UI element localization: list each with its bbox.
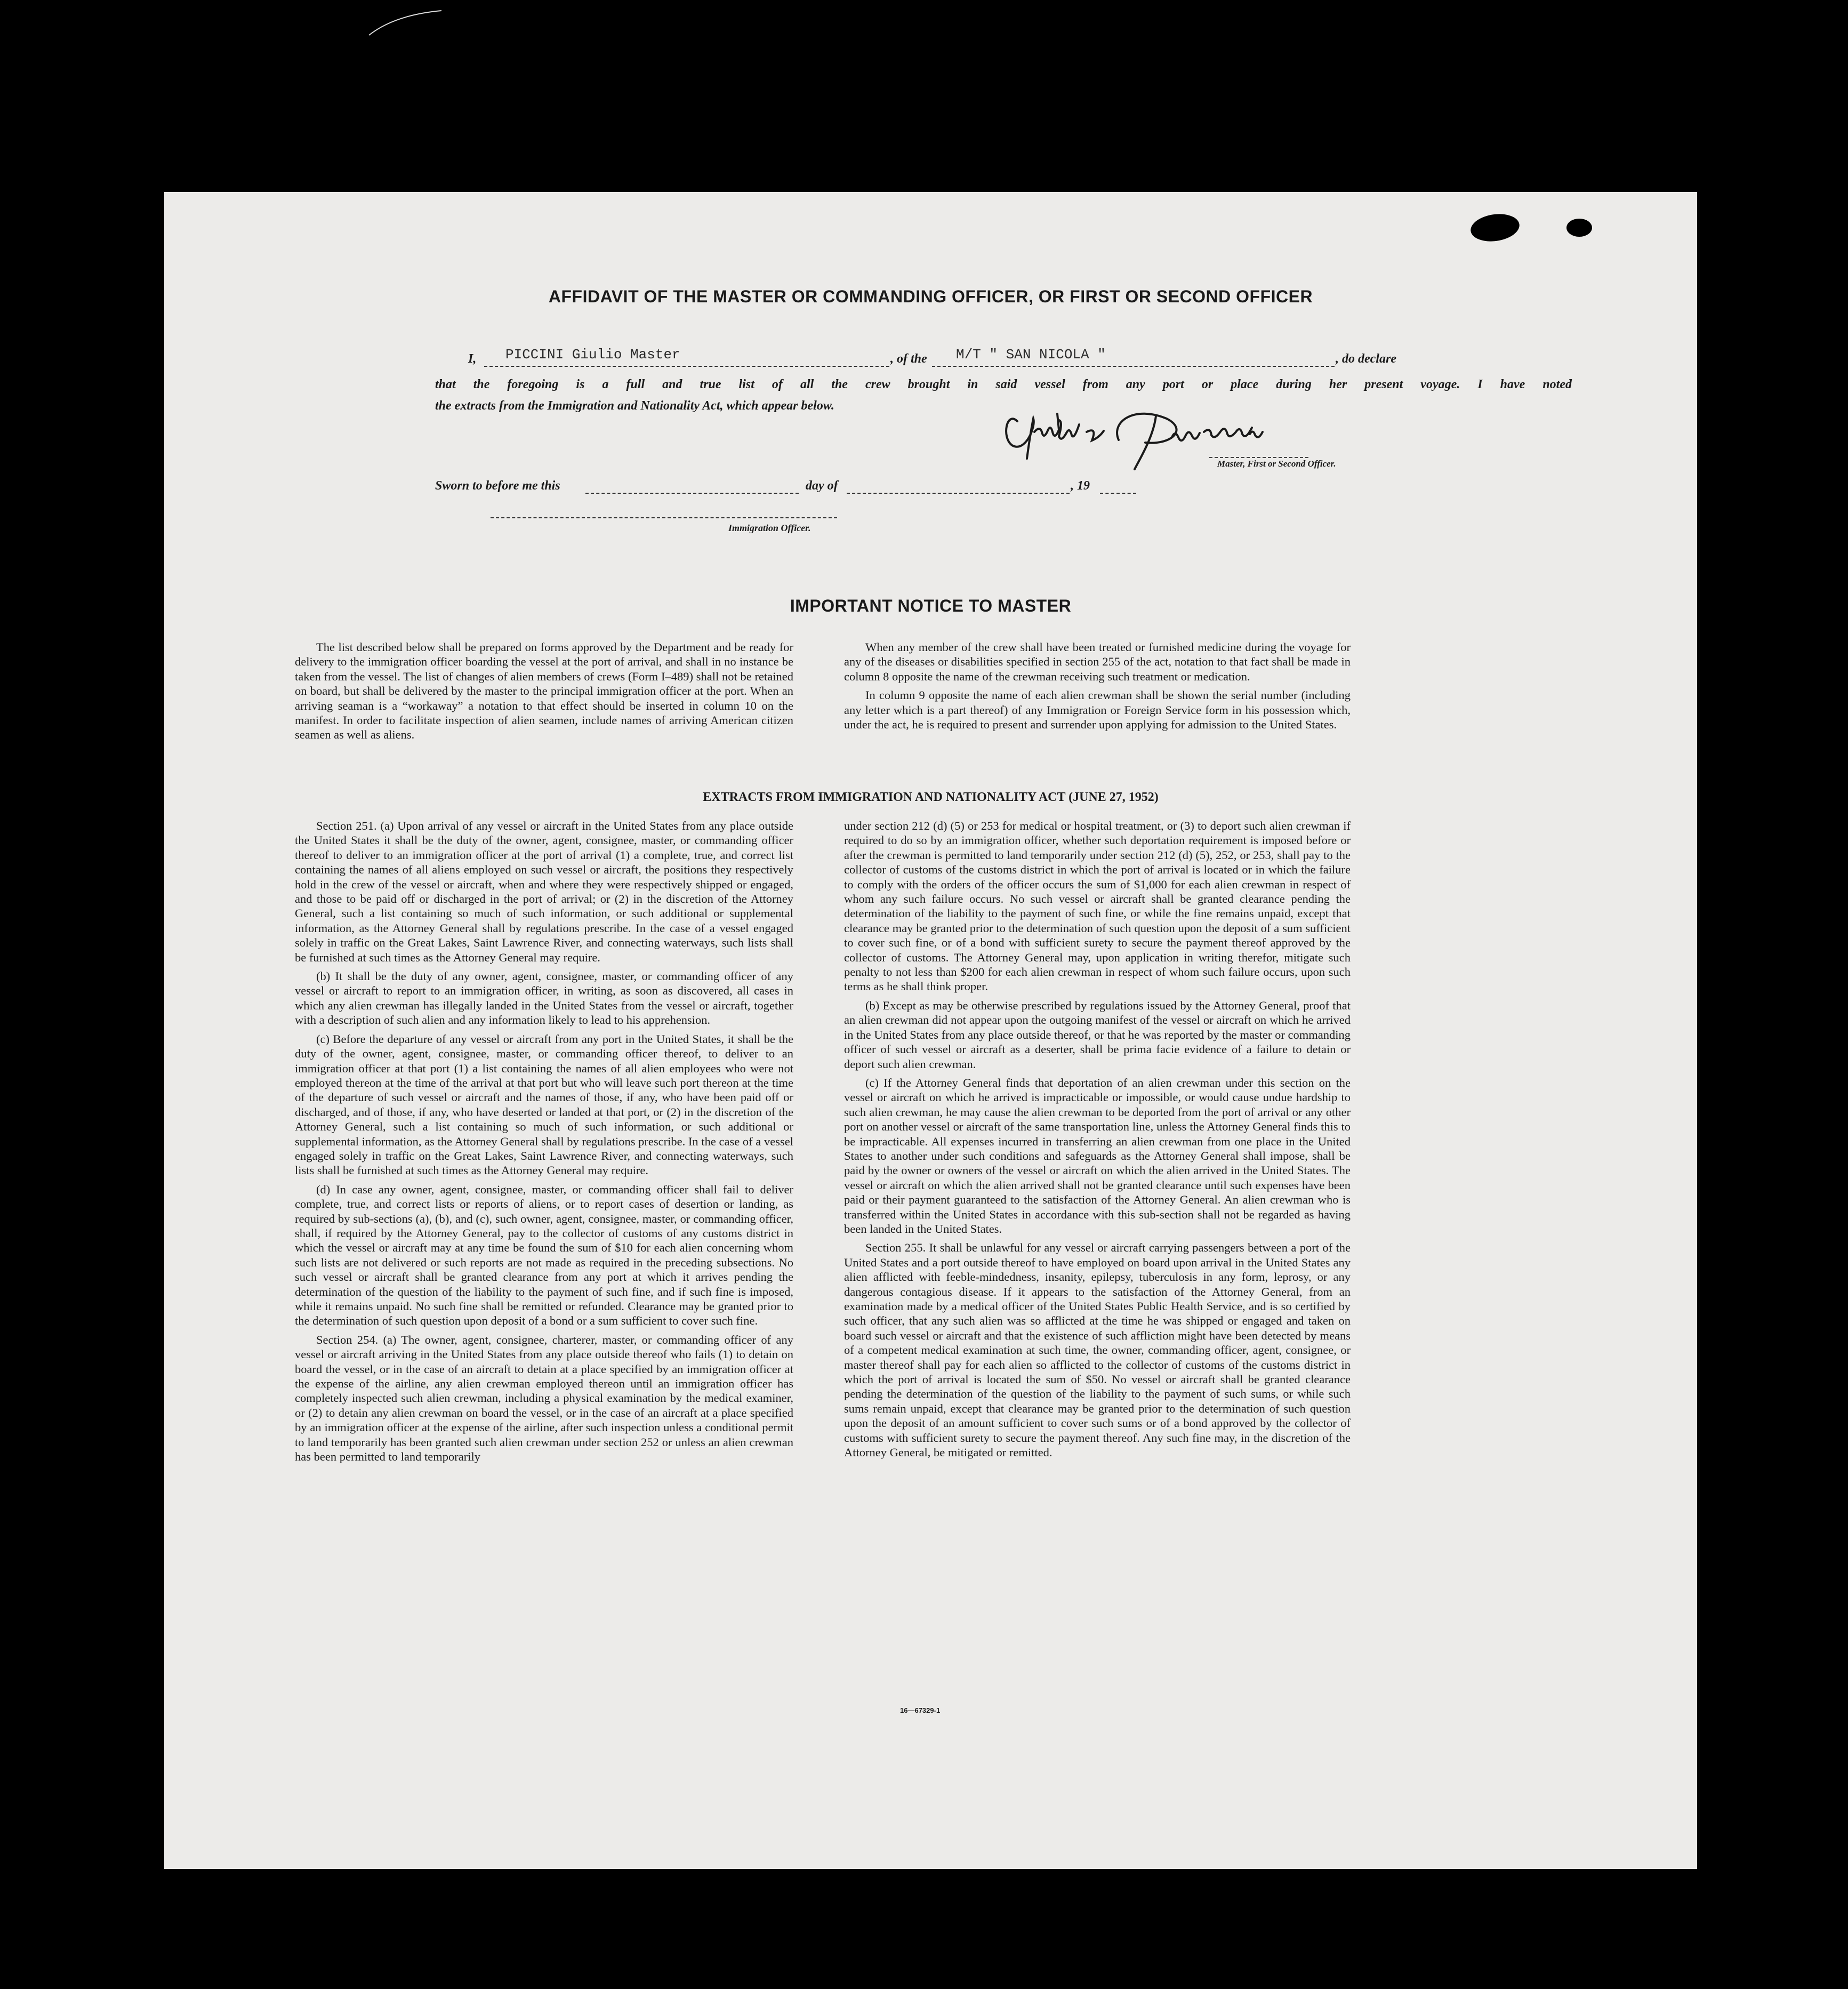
scan-artifact-line [368,10,443,36]
sworn-day-field [585,477,799,494]
punch-hole [1566,219,1592,237]
section-251b-paragraph: (b) It shall be the duty of any owner, agent, consignee, master, or commanding officer of any vessel or aircraft to report to an immigration officer, in writing, as soon as discovered, all cases in which any alien crewman has illegally landed in the United States from the vessel or aircraft, together with a description of such alien and any information likely to lead to his apprehension. [295,969,793,1027]
document-page [164,192,1697,1869]
section-251d-paragraph: (d) In case any owner, agent, consignee, master, or commanding officer shall fail to deliver complete, true, and correct lists or reports of aliens, or to report cases of desertion or landing, as required by sub-sections (a), (b), and (c), such owner, agent, consignee, master, or commanding officer, shall, if required by the Attorney General, pay to the collector of customs of any customs district in which the vessel or aircraft may at any time be found the sum of $10 for each alien concerning whom such lists are not delivered or such reports are not made as required in the preceding subsections. No such vessel or aircraft shall be granted clearance from any port at which it arrives pending the determination of the question of the liability to the payment of such fine, and if such fine is imposed, while it remains unpaid. No such fine shall be remitted or refunded. Clearance may be granted prior to the determination of such question upon deposit of a bond or a sum sufficient to cover such fine. [295,1182,793,1328]
notice-paragraph: In column 9 opposite the name of each alien crewman shall be shown the serial number (including any letter which is a part thereof) of any Immigration or Foreign Service form in his possession which, under the act, he is required to present and surrender upon applying for admission to the United States. [844,688,1351,732]
notice-title: IMPORTANT NOTICE TO MASTER [790,596,1072,615]
extracts-right-column [844,819,1351,1464]
section-255-paragraph: Section 255. It shall be unlawful for any vessel or aircraft carrying passengers between a port of the United States and a port outside thereof to have employed on board upon arrival in the United States any alien afflicted with feeble-mindedness, insanity, epilepsy, tuberculosis in any form, leprosy, or any dangerous contagious disease. If it appears to the satisfaction of the Attorney General, from an examination made by a medical officer of the United States Public Health Service, and is so certified by such officer, that any such alien was so afflicted at the time he was shipped or engaged and taken on board such vessel or aircraft and that the existence of such affliction might have been detected by means of a competent medical examination at such time, the owner, commanding officer, agent, consignee, or master thereof shall pay for each alien so afflicted to the collector of customs of the customs district in which the port of arrival is located the sum of $50. No vessel or aircraft shall be granted clearance pending the determination of the question of the liability to the payment of such sums, or while such sums remain unpaid, except that clearance may be granted prior to the determination of such question upon the deposit of an amount sufficient to cover such sums or of a bond approved by the collector of customs with sufficient surety to secure the payment thereof. Any such fine may, in the discretion of the Attorney General, be mitigated or remitted. [844,1241,1351,1459]
of-the-label: , of the [890,352,927,366]
declaration-line-2: that the foregoing is a full and true list of all the crew brought in said vessel from any port or place during her present voyage. I have noted [435,378,1572,391]
declaration-line-3: the extracts from the Immigration and Nationality Act, which appear below. [435,399,834,413]
affidavit-i-label: I, [468,352,477,366]
section-251c-paragraph: (c) Before the departure of any vessel or aircraft from any port in the United States, it shall be the duty of the owner, agent, consignee, master, or commanding officer thereof, to deliver to an immigration officer at that port (1) a list containing the names of all alien employees who were not employed thereon at the time of the arrival at that port but who will leave such port thereon at the time of the departure of such vessel or aircraft and the names of those, if any, who have been paid off or discharged, and of those, if any, who have deserted or landed at that port, or (2) in the discretion of the Attorney General, such a list containing so much of such information, or such additional or supplemental information, as the Attorney General shall by regulations prescribe. In the case of a vessel engaged solely in traffic on the Great Lakes, Saint Lawrence River, and connecting waterways, such lists shall be furnished at such times as the Attorney General may require. [295,1032,793,1177]
section-254a-continued: under section 212 (d) (5) or 253 for medical or hospital treatment, or (3) to deport such alien crewman if required to do so by an immigration officer, whether such deportation requirement is imposed before or after the crewman is permitted to land temporarily under section 212 (d) (5), 252, or 253, shall pay to the collector of customs of the customs district in which the port of arrival is located or in which the failure to comply with the orders of the officer occurs the sum of $1,000 for each alien crewman in respect of whom any such failure occurs. No such vessel or aircraft shall be granted clearance pending the determination of the liability to the payment of such fine, or while the fine remains unpaid, except that clearance may be granted prior to the determination of such question upon the deposit of a sum sufficient to cover such fine, or of a bond with sufficient surety to secure the payment thereof approved by the collector of customs. The Attorney General may, upon application in writing therefor, mitigate such penalty to not less than $200 for each alien crewman in respect of whom such failure occurs, upon such terms as he shall think proper. [844,819,1351,993]
day-of-label: day of [806,479,838,493]
sworn-month-field [847,477,1070,494]
signature-caption: Master, First or Second Officer. [1217,459,1336,469]
notice-right-column [844,640,1351,736]
extracts-title: EXTRACTS FROM IMMIGRATION AND NATIONALITY ACT (JUNE 27, 1952) [703,790,1159,804]
notice-left-column [295,640,793,747]
affidavit-title: AFFIDAVIT OF THE MASTER OR COMMANDING OFFICER, OR FIRST OR SECOND OFFICER [548,287,1313,306]
year-label: , 19 [1071,479,1090,493]
notice-paragraph: When any member of the crew shall have been treated or furnished medicine during the voyage for any of the diseases or disabilities specified in section 255 of the act, notation to that fact shall be made in column 8 opposite the name of the crewman receiving such treatment or medication. [844,640,1351,683]
sworn-label: Sworn to before me this [435,479,560,493]
section-254b-paragraph: (b) Except as may be otherwise prescribed by regulations issued by the Attorney General, proof that an alien crewman did not appear upon the outgoing manifest of the vessel or aircraft on which he arrived in the United States from any place outside thereof, or that he was reported by the master or commanding officer of such vessel or aircraft as a deserter, shall be prima facie evidence of a failure to detain or deport such alien crewman. [844,998,1351,1071]
declarant-value: PICCINI Giulio Master [505,347,680,363]
section-254c-paragraph: (c) If the Attorney General finds that deportation of an alien crewman under this section on the vessel or aircraft on which he arrived is impracticable or impossible, or would cause undue hardship to such alien crewman, he may cause the alien crewman to be deported from the port of arrival or any other port on another vessel or aircraft of the same transportation line, unless the Attorney General finds this to be impracticable. All expenses incurred in transferring an alien crewman from one place in the United States to another under such conditions and safeguards as the Attorney General shall impose, shall be paid by the owner or owners of the vessel or aircraft on which the alien arrived in the United States. The vessel or aircraft on which the alien arrived shall not be granted clearance until such expenses have been paid or their payment guaranteed to the satisfaction of the Attorney General. An alien crewman who is transferred within the United States in accordance with this sub-section shall not be regarded as having been landed in the United States. [844,1076,1351,1236]
punch-hole [1469,211,1521,244]
form-number: 16—67329-1 [900,1706,941,1714]
notice-paragraph: The list described below shall be prepared on forms approved by the Department and be ready for delivery to the immigration officer boarding the vessel at the port of arrival, and shall in no instance be taken from the vessel. The list of changes of alien members of crews (Form I–489) shall not be retained on board, but shall be delivered by the master to the principal immigration officer at the port. When an arriving seaman is a “workaway” a notation to that effect should be inserted in column 10 on the manifest. In order to facilitate inspection of alien seamen, include names of arriving American citizen seamen as well as aliens. [295,640,793,742]
extracts-left-column [295,819,793,1468]
section-254a-paragraph: Section 254. (a) The owner, agent, consignee, charterer, master, or commanding officer of any vessel or aircraft arriving in the United States from any place outside thereof who fails (1) to detain on board the vessel, or in the case of an aircraft to detain at a place specified by an immigration officer at the expense of the airline, any alien crewman employed thereon until an immigration officer has completely inspected such alien crewman, including a physical examination by the medical examiner, or (2) to detain any alien crewman on board the vessel, or in the case of an aircraft at a place specified by an immigration officer at the expense of the airline, after such inspection unless a conditional permit to land temporarily has been granted such alien crewman under section 252 or unless an alien crewman has been permitted to land temporarily [295,1333,793,1464]
immigration-officer-caption: Immigration Officer. [728,523,811,533]
vessel-value: M/T " SAN NICOLA " [956,347,1106,363]
do-declare-label: , do declare [1336,352,1396,366]
officer-signature-field [491,501,837,518]
sworn-year-field [1100,477,1136,494]
section-251a-paragraph: Section 251. (a) Upon arrival of any vessel or aircraft in the United States from any place outside the United States it shall be the duty of the owner, agent, consignee, master, or commanding officer thereof to deliver to an immigration officer at the port of arrival (1) a complete, true, and correct list containing the names of all aliens employed on such vessel or aircraft, the positions they respectively hold in the crew of the vessel or aircraft, when and where they were respectively shipped or engaged, and those to be paid off or discharged in the port of arrival; or (2) in the discretion of the Attorney General, such a list containing so much of such information, or such additional or supplemental information, as the Attorney General shall by regulations prescribe. In the case of a vessel engaged solely in traffic on the Great Lakes, Saint Lawrence River, and connecting waterways, such lists shall be furnished at such times as the Attorney General may require. [295,819,793,964]
